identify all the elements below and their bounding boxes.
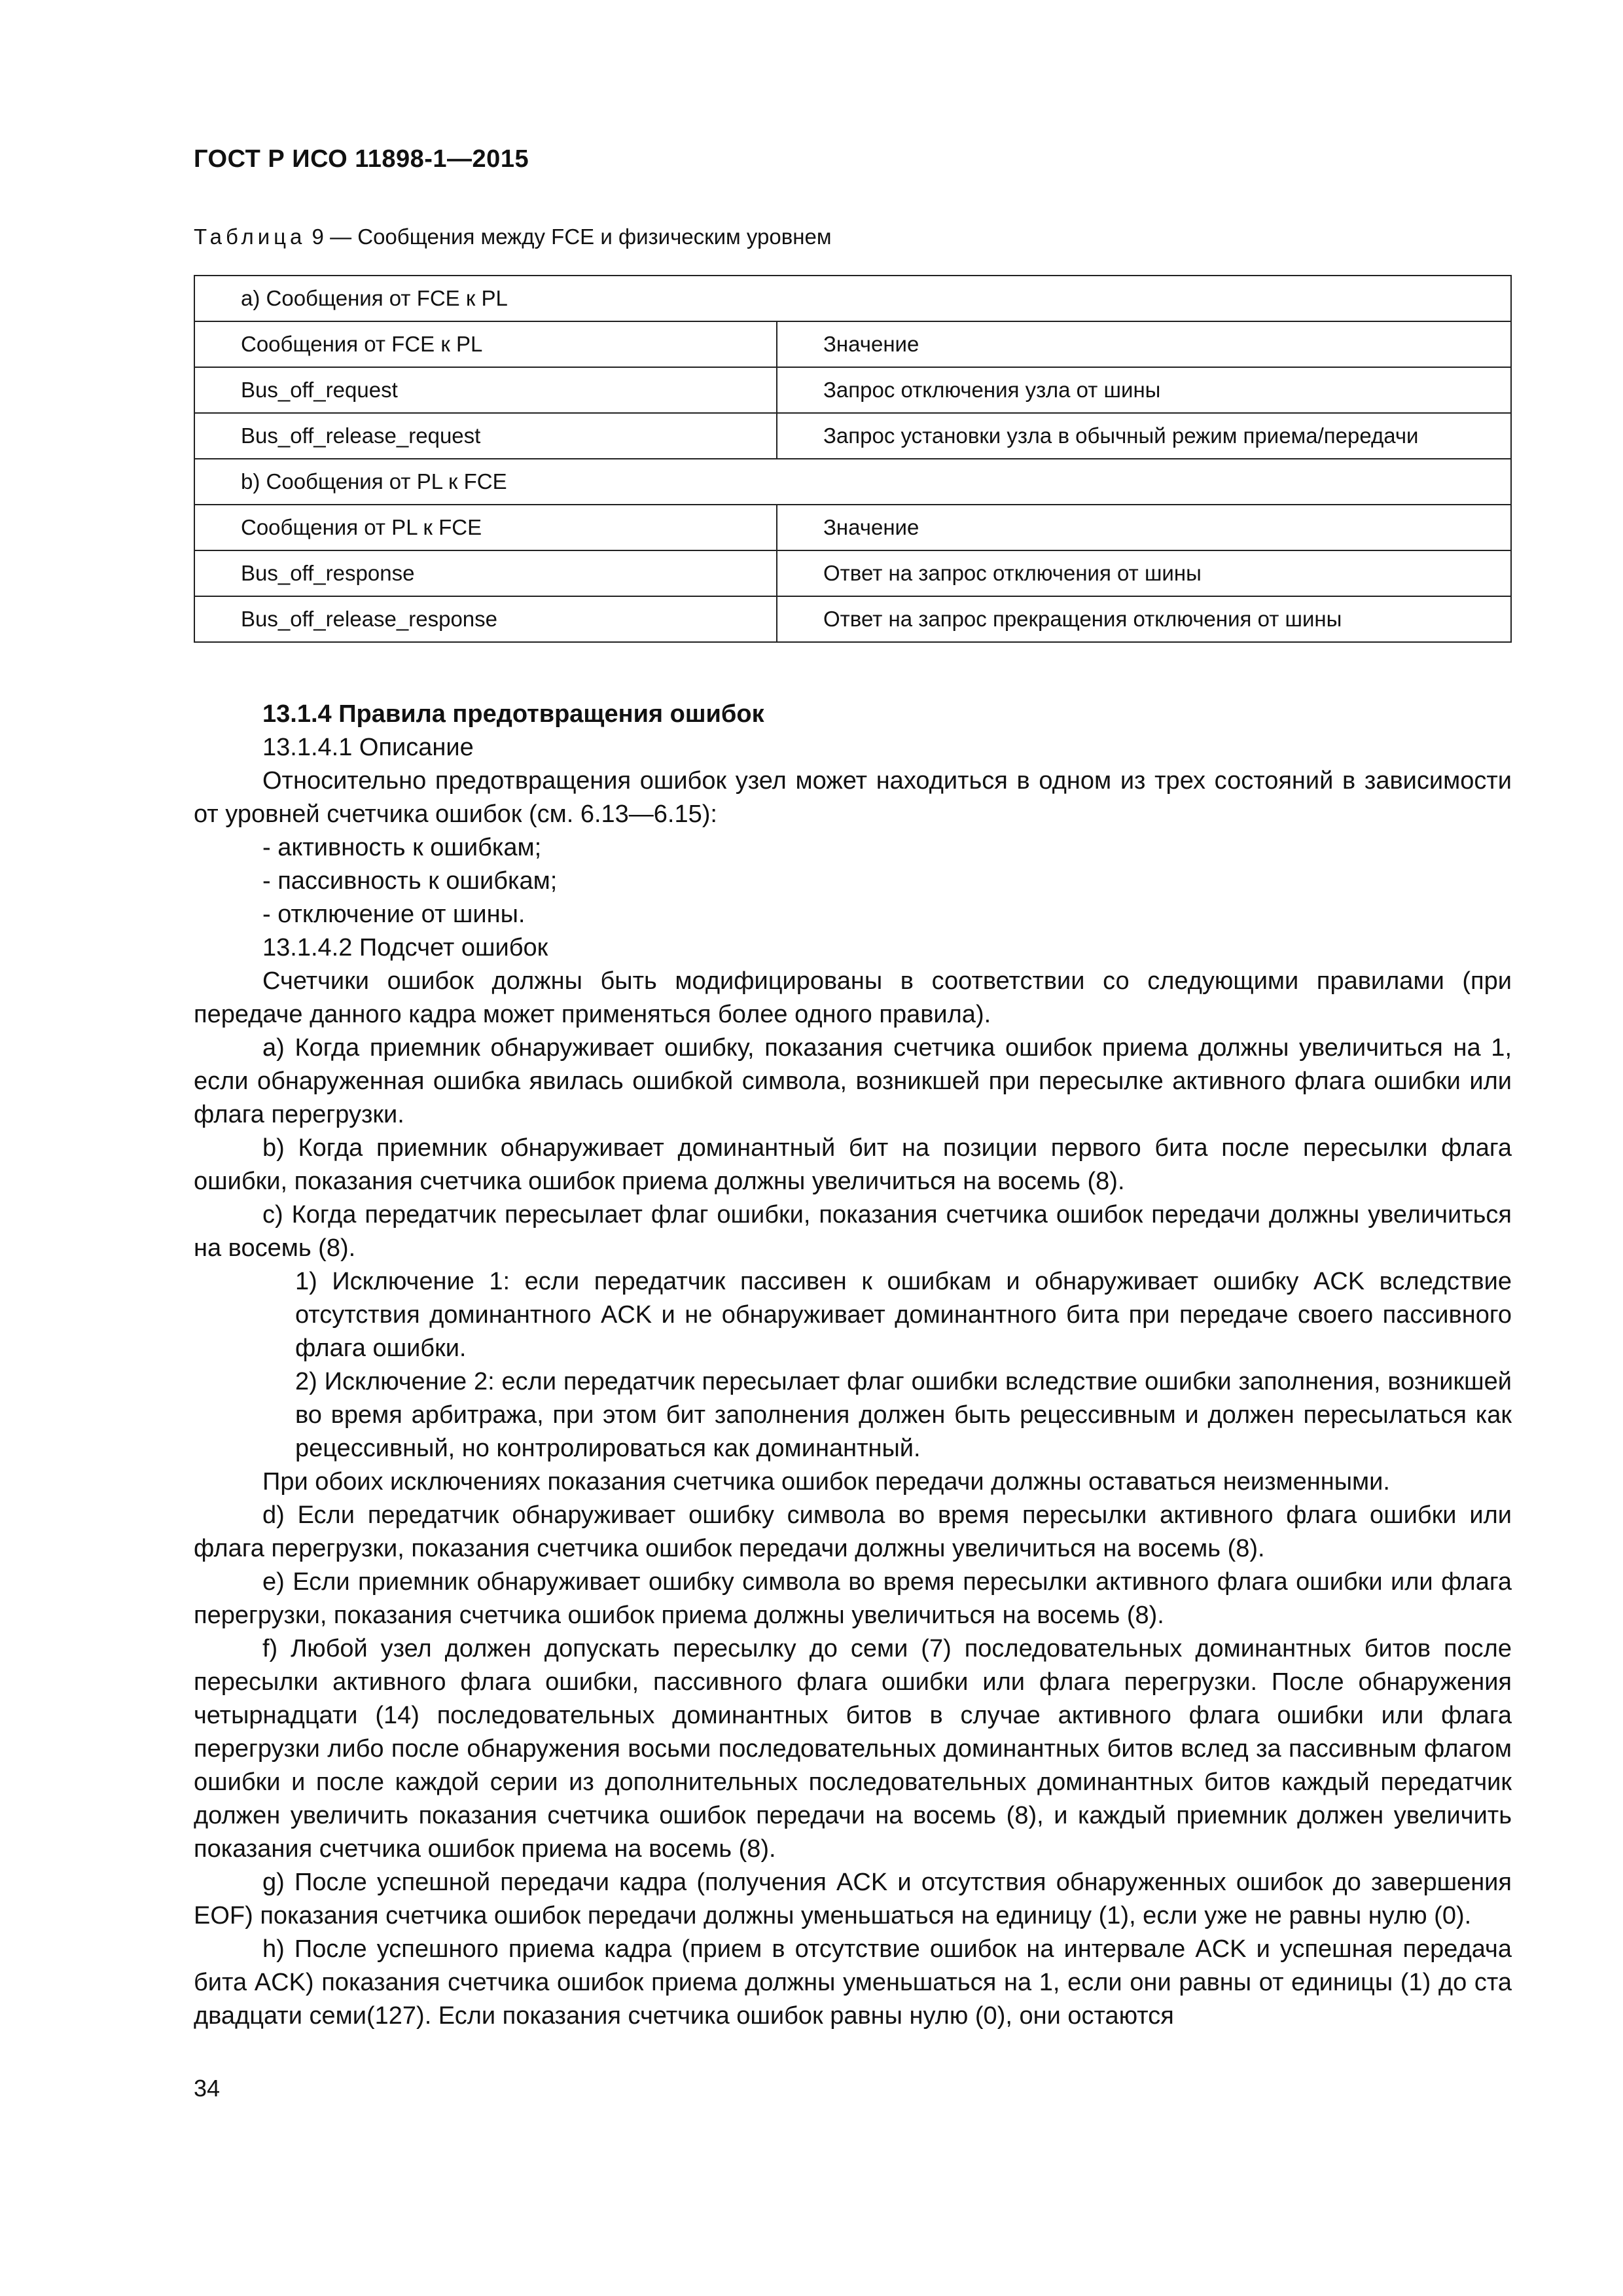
table-row <box>194 367 1511 413</box>
table-section-row <box>194 276 1511 321</box>
exception-paragraph: 2) Исключение 2: если передатчик пересылает флаг ошибки вследствие ошибки заполнения, возникшей во время арбитража, при этом бит заполнения должен быть рецессивным и должен пересылаться как рецессивный, но контролироваться как доминантный. <box>295 1368 1512 1462</box>
rule-paragraph: h) После успешного приема кадра (прием в отсутствие ошибок на интервале ACK и успешная передача бита ACK) показания счетчика ошибок приема должны уменьшаться на 1, если они равны от единицы (1) до ста двадцати семи(127). Если показания счетчика ошибок равны нулю (0), они остаются <box>194 1935 1512 2030</box>
table-caption-text: 9 — Сообщения между FCE и физическим уровнем <box>306 224 832 249</box>
table-header-row <box>194 321 1511 367</box>
table-header-cell: Значение <box>777 321 1511 367</box>
table-section-b: b) Сообщения от PL к FCE <box>194 459 1511 505</box>
paragraph: Относительно предотвращения ошибок узел может находиться в одном из трех состояний в зависимости от уровней счетчика ошибок (см. 6.13—6.15): <box>194 767 1512 828</box>
rule-paragraph: g) После успешной передачи кадра (получения ACK и отсутствия обнаруженных ошибок до завершения EOF) показания счетчика ошибок передачи должны уменьшаться на единицу (1), если уже не равны нулю (0). <box>194 1869 1512 1929</box>
table-cell: Bus_off_response <box>194 550 777 596</box>
table-cell: Bus_off_release_response <box>194 596 777 642</box>
table-header-cell: Сообщения от FCE к PL <box>194 321 777 367</box>
table-cell: Bus_off_release_request <box>194 413 777 459</box>
table-cell: Bus_off_request <box>194 367 777 413</box>
document-header: ГОСТ Р ИСО 11898-1—2015 <box>194 145 529 173</box>
list-item: - активность к ошибкам; <box>262 834 542 861</box>
subsection-heading: 13.1.4.2 Подсчет ошибок <box>262 934 548 961</box>
page-number: 34 <box>194 2075 221 2102</box>
paragraph: Счетчики ошибок должны быть модифицированы в соответствии со следующими правилами (при передаче данного кадра может применяться более одного правила). <box>194 967 1512 1028</box>
paragraph: При обоих исключениях показания счетчика ошибок передачи должны оставаться неизменными. <box>262 1468 1390 1496</box>
rule-paragraph: b) Когда приемник обнаруживает доминантный бит на позиции первого бита после пересылки флага ошибки, показания счетчика ошибок приема должны увеличиться на восемь (8). <box>194 1134 1512 1195</box>
rule-paragraph: a) Когда приемник обнаруживает ошибку, показания счетчика ошибок приема должны увеличиться на 1, если обнаруженная ошибка явилась ошибкой символа, возникшей при пересылке активного флага ошибки или флага перегрузки. <box>194 1034 1512 1128</box>
table-row <box>194 413 1511 459</box>
table-cell: Запрос отключения узла от шины <box>777 367 1511 413</box>
table-row <box>194 550 1511 596</box>
section-heading: 13.1.4 Правила предотвращения ошибок <box>262 700 764 728</box>
table-row <box>194 596 1511 642</box>
table-cell: Ответ на запрос прекращения отключения от шины <box>777 596 1511 642</box>
table-caption-word: Таблица <box>194 224 306 249</box>
table-header-cell: Сообщения от PL к FCE <box>194 505 777 550</box>
table-cell: Ответ на запрос отключения от шины <box>777 550 1511 596</box>
table-caption <box>194 224 832 249</box>
table-header-cell: Значение <box>777 505 1511 550</box>
table-section-row <box>194 459 1511 505</box>
table-section-a: a) Сообщения от FCE к PL <box>194 276 1511 321</box>
body-text <box>194 698 1512 2033</box>
list-item: - пассивность к ошибкам; <box>262 867 558 895</box>
list-item: - отключение от шины. <box>262 901 526 928</box>
exception-paragraph: 1) Исключение 1: если передатчик пассивен к ошибкам и обнаруживает ошибку ACK вследствие отсутствия доминантного ACK и не обнаруживает доминантного бита при передаче своего пассивного флага ошибки. <box>295 1268 1512 1362</box>
table-cell: Запрос установки узла в обычный режим приема/передачи <box>777 413 1511 459</box>
messages-table <box>194 275 1512 643</box>
subsection-heading: 13.1.4.1 Описание <box>262 734 474 761</box>
rule-paragraph: c) Когда передатчик пересылает флаг ошибки, показания счетчика ошибок передачи должны увеличиться на восемь (8). <box>194 1201 1512 1262</box>
rule-paragraph: e) Если приемник обнаруживает ошибку символа во время пересылки активного флага ошибки или флага перегрузки, показания счетчика ошибок приема должны увеличиться на восемь (8). <box>194 1568 1512 1629</box>
table-header-row <box>194 505 1511 550</box>
rule-paragraph: d) Если передатчик обнаруживает ошибку символа во время пересылки активного флага ошибки или флага перегрузки, показания счетчика ошибок передачи должны увеличиться на восемь (8). <box>194 1501 1512 1562</box>
rule-paragraph: f) Любой узел должен допускать пересылку до семи (7) последовательных доминантных битов после пересылки активного флага ошибки, пассивного флага ошибки или флага перегрузки. После обнаружения четырнадцати (14) последовательных доминантных битов в случае активного флага ошибки или флага перегрузки либо после обнаружения восьми последовательных доминантных битов вслед за пассивным флагом ошибки и после каждой серии из дополнительных последовательных доминантных битов каждый передатчик должен увеличить показания счетчика ошибок передачи на восемь (8), и каждый приемник должен увеличить показания счетчика ошибок приема на восемь (8). <box>194 1635 1512 1863</box>
